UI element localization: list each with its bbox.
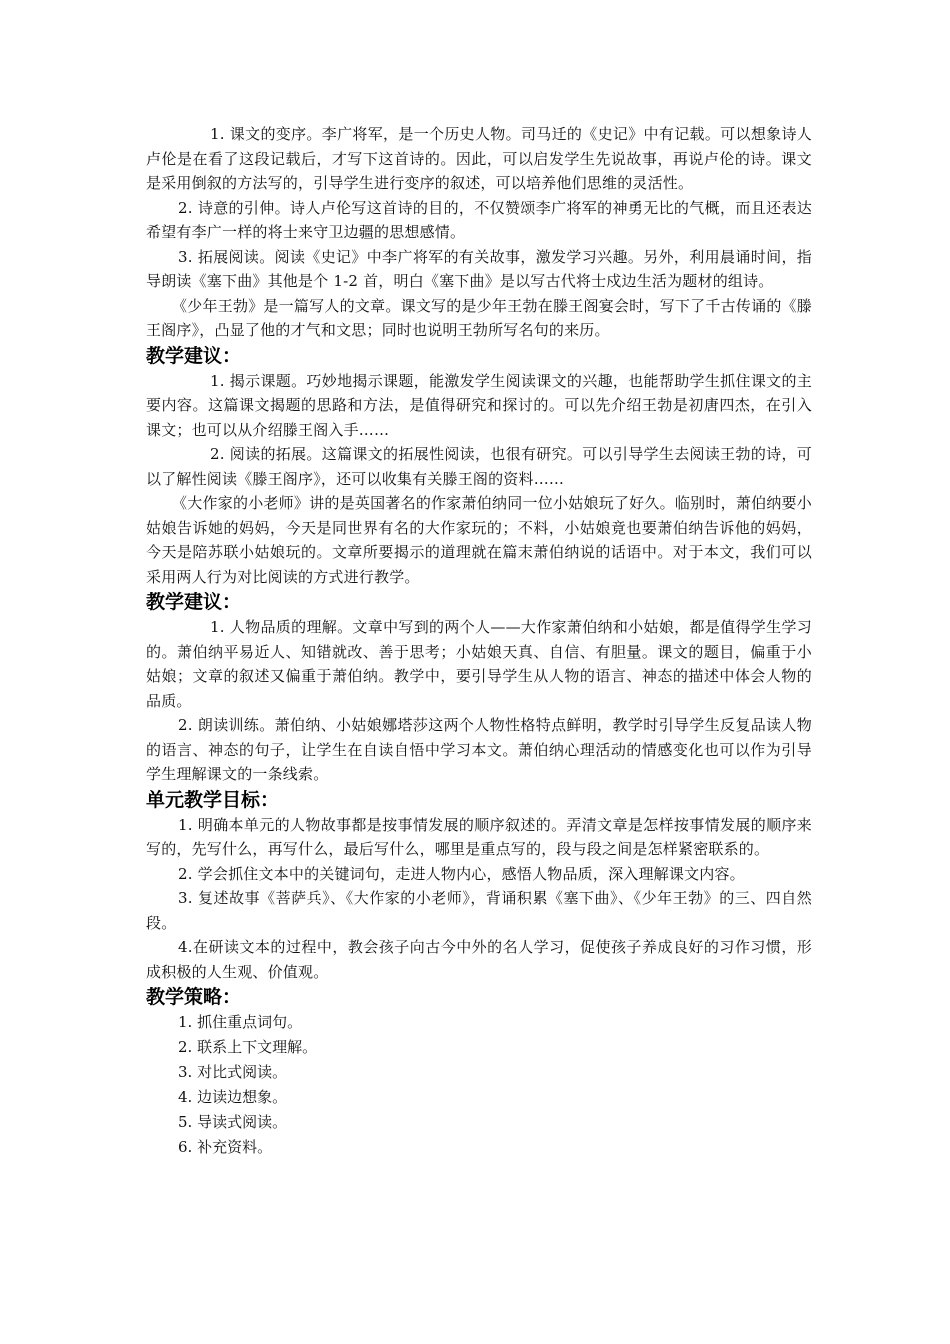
list-item: 4. 边读边想象。 xyxy=(178,1088,288,1106)
paragraph-reveal-title: 1. 揭示课题。巧妙地揭示课题，能激发学生阅读课文的兴趣，也能帮助学生抓住课文的主要内容。这篇课文揭题的思路和方法，是值得研究和探讨的。可以先介绍王勃是初唐四杰，在引入课文；也可以从介绍滕王阁入手…… xyxy=(146,371,812,439)
paragraph-goal-1: 1. 明确本单元的人物故事都是按事情发展的顺序叙述的。弄清文章是怎样按事情发展的顺序来写的，先写什么，再写什么，最后写什么，哪里是重点写的，段与段之间是怎样紧密联系的。 xyxy=(146,815,812,858)
paragraph-reverse-order: 1. 课文的变序。李广将军，是一个历史人物。司马迁的《史记》中有记载。可以想象诗人卢伦是在看了这段记载后，才写下这首诗的。因此，可以启发学生先说故事，再说卢伦的诗。课文是采用倒叙的方法写的，引导学生进行变序的叙述，可以培养他们思维的灵活性。 xyxy=(146,125,812,192)
paragraph-goal-4: 4.在研读文本的过程中，教会孩子向古今中外的名人学习，促使孩子养成良好的习作习惯，形成积极的人生观、价值观。 xyxy=(146,938,812,981)
list-item: 2. 联系上下文理解。 xyxy=(178,1038,318,1056)
paragraph-reading-training: 2. 朗读训练。萧伯纳、小姑娘娜塔莎这两个人物性格特点鲜明，教学时引导学生反复品读人物的语言、神态的句子，让学生在自读自悟中学习本文。萧伯纳心理活动的情感变化也可以作为引导学生理解课文的一条线索。 xyxy=(146,716,812,783)
paragraph-wangbo-intro: 《少年王勃》是一篇写人的文章。课文写的是少年王勃在滕王阁宴会时，写下了千古传诵的《滕王阁序》，凸显了他的才气和文思；同时也说明王勃所写名句的来历。 xyxy=(146,296,812,339)
paragraph-shaw-intro: 《大作家的小老师》讲的是英国著名的作家萧伯纳同一位小姑娘玩了好久。临别时，萧伯纳要小姑娘告诉她的妈妈，今天是同世界有名的大作家玩的；不料，小姑娘竟也要萧伯纳告诉他的妈妈，今天是陪苏联小姑娘玩的。文章所要揭示的道理就在篇末萧伯纳说的话语中。对于本文，我们可以采用两人行为对比阅读的方式进行教学。 xyxy=(146,494,812,586)
heading-teaching-suggestions-2: 教学建议： xyxy=(146,591,242,613)
heading-unit-goals: 单元教学目标： xyxy=(146,788,280,811)
list-item: 1. 抓住重点词句。 xyxy=(178,1013,303,1031)
list-item: 6. 补充资料。 xyxy=(178,1138,273,1156)
paragraph-goal-2: 2. 学会抓住文本中的关键词句，走进人物内心，感悟人物品质，深入理解课文内容。 xyxy=(178,864,745,883)
heading-teaching-strategies: 教学策略： xyxy=(146,986,242,1008)
strategy-list xyxy=(146,1010,812,1160)
document-page xyxy=(146,122,812,1160)
paragraph-character-quality: 1. 人物品质的理解。文章中写到的两个人——大作家萧伯纳和小姑娘，都是值得学生学习的。萧伯纳平易近人、知错就改、善于思考；小姑娘天真、自信、有胆量。课文的题目，偏重于小姑娘；文章的叙述又偏重于萧伯纳。教学中，要引导学生从人物的语言、神态的描述中体会人物的品质。 xyxy=(146,618,812,710)
list-item: 5. 导读式阅读。 xyxy=(178,1113,288,1131)
paragraph-reading-extension: 2. 阅读的拓展。这篇课文的拓展性阅读，也很有研究。可以引导学生去阅读王勃的诗，可以了解性阅读《滕王阁序》，还可以收集有关滕王阁的资料…… xyxy=(146,445,812,488)
paragraph-poem-meaning: 2. 诗意的引伸。诗人卢伦写这首诗的目的，不仅赞颂李广将军的神勇无比的气概，而且还表达希望有李广一样的将士来守卫边疆的思想感情。 xyxy=(146,198,812,241)
heading-teaching-suggestions-1: 教学建议： xyxy=(146,344,242,367)
paragraph-extended-reading: 3. 拓展阅读。阅读《史记》中李广将军的有关故事，激发学习兴趣。另外，利用晨诵时间，指导朗读《塞下曲》其他是个 1-2 首，明白《塞下曲》是以写古代将士戍边生活为题材的组诗。 xyxy=(146,247,812,290)
list-item: 3. 对比式阅读。 xyxy=(178,1063,288,1081)
paragraph-goal-3: 3. 复述故事《菩萨兵》、《大作家的小老师》，背诵积累《塞下曲》、《少年王勃》的三、四自然段。 xyxy=(146,889,812,932)
